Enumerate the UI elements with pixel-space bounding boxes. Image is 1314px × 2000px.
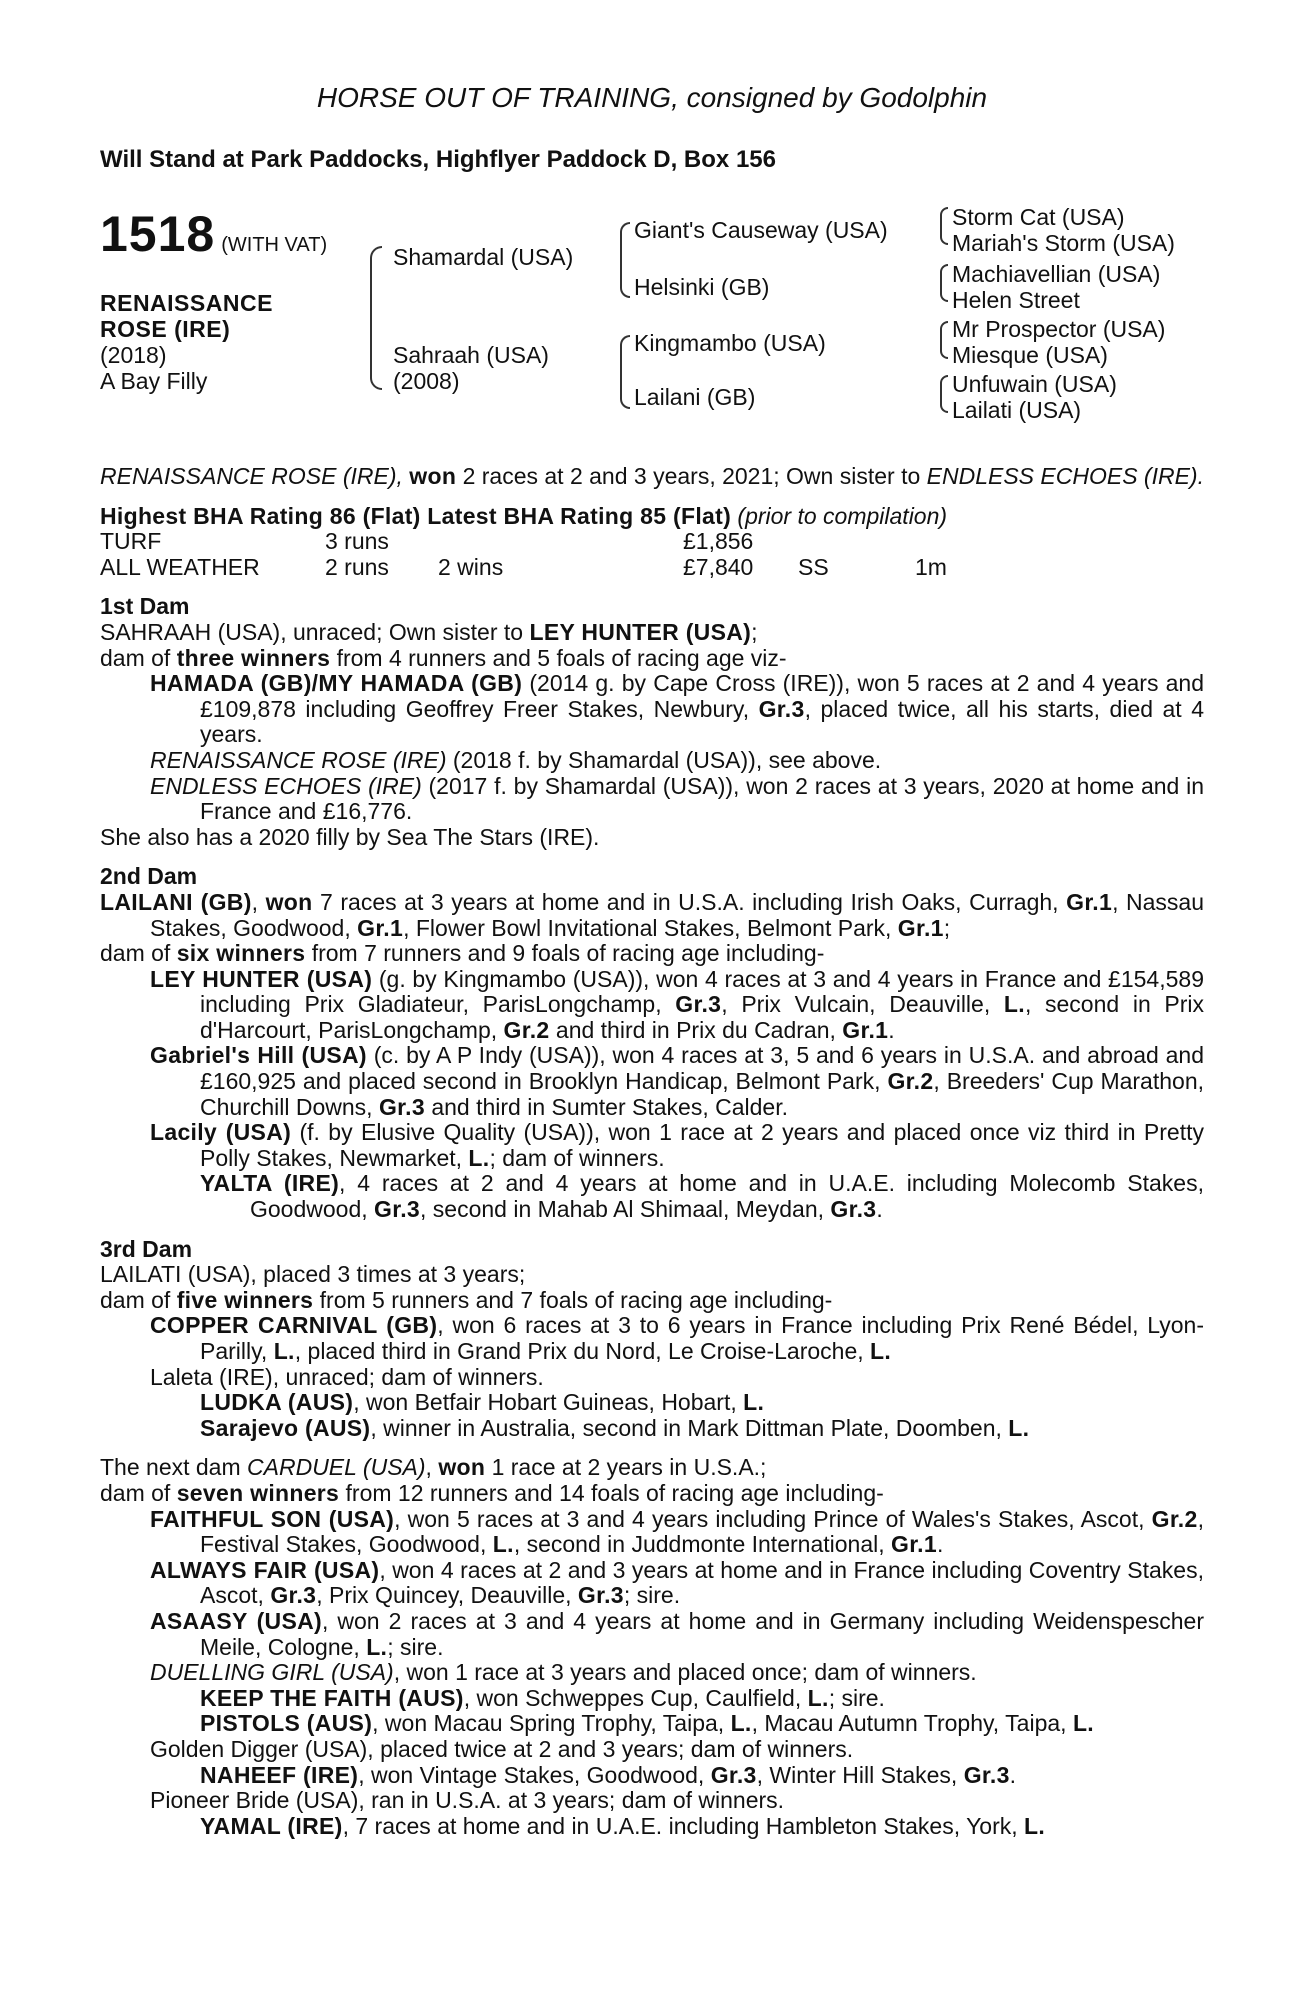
dam3-heading: 3rd Dam bbox=[100, 1235, 193, 1262]
pedigree-dam-dam: Lailani (GB) bbox=[634, 384, 756, 410]
list-item: COPPER CARNIVAL (GB), won 6 races at 3 to 6 years in France including Prix René Bédel, Lyon-Parilly, L., placed third in Grand Prix du Nord, Le Croise-Laroche, L. bbox=[150, 1312, 1204, 1364]
list-item: Sarajevo (AUS), winner in Australia, second in Mark Dittman Plate, Doomben, L. bbox=[200, 1414, 1030, 1441]
pedigree-brace-sd bbox=[940, 264, 948, 302]
pedigree-brace-dd bbox=[940, 375, 948, 413]
list-item: Pioneer Bride (USA), ran in U.S.A. at 3 years; dam of winners. bbox=[150, 1787, 785, 1814]
vat-note: (WITH VAT) bbox=[221, 234, 328, 256]
list-item: KEEP THE FAITH (AUS), won Schweppes Cup, Caulfield, L.; sire. bbox=[200, 1684, 885, 1711]
pedigree-dsd: Miesque (USA) bbox=[952, 342, 1108, 368]
list-item: Golden Digger (USA), placed twice at 2 and 3 years; dam of winners. bbox=[150, 1735, 854, 1762]
summary-paragraph: RENAISSANCE ROSE (IRE), won 2 races at 2 and 3 years, 2021; Own sister to ENDLESS ECHOES (IRE). bbox=[100, 463, 1204, 489]
list-item: FAITHFUL SON (USA), won 5 races at 3 and 4 years including Prince of Wales's Stakes, Ascot, Gr.2, Festival Stakes, Goodwood, L., second in Juddmonte International, Gr.1. bbox=[150, 1505, 1204, 1558]
pedigree-brace-sire bbox=[620, 222, 630, 298]
list-item: RENAISSANCE ROSE (IRE) (2018 f. by Shamardal (USA)), see above. bbox=[150, 746, 882, 773]
pedigree-brace-dam bbox=[620, 335, 630, 409]
list-item: DUELLING GIRL (USA), won 1 race at 3 years and placed once; dam of winners. bbox=[150, 1659, 977, 1686]
list-item: Laleta (IRE), unraced; dam of winners. bbox=[150, 1363, 544, 1390]
table-row: ALL WEATHER 2 runs 2 wins £7,840 SS 1m bbox=[100, 553, 947, 580]
pedigree-dam-year: (2008) bbox=[393, 368, 460, 394]
horse-description: A Bay Filly bbox=[100, 368, 208, 394]
lot-number: 1518 bbox=[100, 206, 216, 262]
list-item: ALWAYS FAIR (USA), won 4 races at 2 and 3 years at home and in France including Coventry Stakes, Ascot, Gr.3, Prix Quincey, Deauville, Gr.3; sire. bbox=[150, 1556, 1204, 1609]
pedigree-sds: Machiavellian (USA) bbox=[952, 261, 1161, 287]
pedigree-dam: Sahraah (USA) bbox=[393, 342, 549, 368]
list-item: NAHEEF (IRE), won Vintage Stakes, Goodwood, Gr.3, Winter Hill Stakes, Gr.3. bbox=[200, 1761, 1017, 1788]
page-title: HORSE OUT OF TRAINING, consigned by Godolphin bbox=[316, 82, 988, 113]
pedigree-sire-sire: Giant's Causeway (USA) bbox=[634, 217, 888, 243]
horse-name-line2: ROSE (IRE) bbox=[100, 316, 231, 342]
pedigree-brace-main bbox=[370, 246, 382, 390]
list-item: LUDKA (AUS), won Betfair Hobart Guineas, Hobart, L. bbox=[200, 1389, 765, 1416]
pedigree-brace-ss bbox=[940, 207, 948, 245]
list-item: ASAASY (USA), won 2 races at 3 and 4 years at home and in Germany including Weidenspescher Meile, Cologne, L.; sire. bbox=[150, 1607, 1204, 1660]
list-item: YAMAL (IRE), 7 races at home and in U.A.E. including Hambleton Stakes, York, L. bbox=[200, 1812, 1046, 1839]
table-row: TURF 3 runs £1,856 bbox=[100, 528, 754, 555]
list-item: Gabriel's Hill (USA) (c. by A P Indy (USA)), won 4 races at 3, 5 and 6 years in U.S.A. and abroad and £160,925 and placed second in Brooklyn Handicap, Belmont Park, Gr.2, Breeders' Cup Marathon, Churchill Downs, Gr.3 and third in Sumter Stakes, Calder. bbox=[150, 1042, 1205, 1120]
rating-heading: Highest BHA Rating 86 (Flat) Latest BHA Rating 85 (Flat) (prior to compilation) bbox=[100, 502, 948, 529]
horse-year: (2018) bbox=[100, 342, 167, 368]
rating-table bbox=[100, 529, 947, 580]
list-item: PISTOLS (AUS), won Macau Spring Trophy, Taipa, L., Macau Autumn Trophy, Taipa, L. bbox=[200, 1710, 1094, 1737]
pedigree-sire-dam: Helsinki (GB) bbox=[634, 274, 770, 300]
horse-info bbox=[100, 290, 273, 394]
horse-name-line1: RENAISSANCE bbox=[100, 290, 273, 316]
pedigree-dss: Mr Prospector (USA) bbox=[952, 316, 1166, 342]
list-item: ENDLESS ECHOES (IRE) (2017 f. by Shamardal (USA)), won 2 races at 3 years, 2020 at home and in France and £16,776. bbox=[150, 772, 1204, 825]
list-item: Lacily (USA) (f. by Elusive Quality (USA)), won 1 race at 2 years and placed once viz third in Pretty Polly Stakes, Newmarket, L.; dam of winners. bbox=[150, 1119, 1204, 1171]
dam2-heading: 2nd Dam bbox=[100, 863, 198, 890]
pedigree-ssd: Mariah's Storm (USA) bbox=[952, 230, 1175, 256]
race-record-body: RENAISSANCE ROSE (IRE), won 2 races at 2 and 3 years, 2021; Own sister to ENDLESS ECHOES (IRE). Highest BHA Rating 86 (Flat) Latest BHA Rating 85 (Flat) (prior to compilation) TURF 3 runs £1,856 ALL WEATHER 2 runs 2 wins £7,840 SS 1m 1st Dam SAHRAAH (USA), unraced; Own sister to LEY HUNTER (USA); dam of three winners from 4 runners and 5 foals of racing age viz- HAMADA (GB)/MY HAMADA (GB) (2014 g. by Cape Cross (IRE)), won 5 races at 2 and 4 years and £109,878 including Geoffrey Freer Stakes, Newbury, Gr.3, placed twice, all his starts, died at 4 years. RENAISSANCE ROSE (IRE) (2018 f. by Shamardal (USA)), see above. ENDLESS ECHOES (IRE) (2017 f. by Shamardal (USA)), won 2 races at 3 years, 2020 at home and in France and £16,776. She also has a 2020 filly by Sea The Stars (IRE). 2nd Dam LAILANI (GB), won 7 races at 3 years at home and in U.S.A. including Irish Oaks, Curragh, Gr.1, Nassau Stakes, Goodwood, Gr.1, Flower Bowl Invitational Stakes, Belmont Park, Gr.1; dam of six winners from 7 runners and 9 foals of racing age including- LEY HUNTER (USA) (g. by Kingmambo (USA)), won 4 races at 3 and 4 years in France and £154,589 including Prix Gladiateur, ParisLongchamp, Gr.3, Prix Vulcain, Deauville, L., second in Prix d'Harcourt, ParisLongchamp, Gr.2 and third in Prix du Cadran, Gr.1. Gabriel's Hill (USA) (c. by A P Indy (USA)), won 4 races at 3, 5 and 6 years in U.S.A. and abroad and £160,925 and placed second in Brooklyn Handicap, Belmont Park, Gr.2, Breeders' Cup Marathon, Churchill Downs, Gr.3 and third in Sumter Stakes, Calder. Lacily (USA) (f. by Elusive Quality (USA)), won 1 race at 2 years and placed once viz third in Pretty Polly Stakes, Newmarket, L.; dam of winners. YALTA (IRE), 4 races at 2 and 4 years at home and in U.A.E. including Molecomb Stakes, Goodwood, Gr.3, second in Mahab Al Shimaal, Meydan, Gr.3. 3rd Dam LAILATI (USA), placed 3 times at 3 years; dam of five winners from 5 runners and 7 foals of racing age including- COPPER CARNIVAL (GB), won 6 races at 3 to 6 years in France including Prix René Bédel, Lyon-Parilly, L., placed third in Grand Prix du Nord, Le Croise-Laroche, L. Laleta (IRE), unraced; dam of winners. LUDKA (AUS), won Betfair Hobart Guineas, Hobart, L. Sarajevo (AUS), winner in Australia, second in Mark Dittman Plate, Doomben, L. The next dam CARDUEL (USA), won 1 race at 2 years in U.S.A.; dam of seven winners from 12 runners and 14 foals of racing age including- FAITHFUL SON (USA), won 5 races at 3 and 4 years including Prince of Wales's Stakes, Ascot, Gr.2, Festival Stakes, Goodwood, L., second in Juddmonte International, Gr.1. ALWAYS FAIR (USA), won 4 races at 2 and 3 years at home and in France including Coventry Stakes, Ascot, Gr.3, Prix Quincey, Deauville, Gr.3; sire. ASAASY (USA), won 2 races at 3 and 4 years at home and in Germany including Weidenspescher Meile, Cologne, L.; sire. DUELLING GIRL (USA), won 1 race at 3 years and placed once; dam of winners. KEEP THE FAITH (AUS), won Schweppes Cup, Caulfield, L.; sire. PISTOLS (AUS), won Macau Spring Trophy, Taipa, L., Macau Autumn Trophy, Taipa, L. Golden Digger (USA), placed twice at 2 and 3 years; dam of winners. NAHEEF (IRE), won Vintage Stakes, Goodwood, Gr.3, Winter Hill Stakes, Gr.3. Pioneer Bride (USA), ran in U.S.A. at 3 years; dam of winners. YAMAL (IRE), 7 races at home and in U.A.E. including Hambleton Stakes, York, L. bbox=[100, 463, 1205, 1839]
pedigree-brace-ds bbox=[940, 321, 948, 359]
next-dam-line: The next dam CARDUEL (USA), won 1 race at 2 years in U.S.A.; bbox=[100, 1454, 767, 1481]
list-item: HAMADA (GB)/MY HAMADA (GB) (2014 g. by Cape Cross (IRE)), won 5 races at 2 and 4 years and £109,878 including Geoffrey Freer Stakes, Newbury, Gr.3, placed twice, all his starts, died at 4 years. bbox=[150, 670, 1205, 748]
pedigree-ddd: Lailati (USA) bbox=[952, 397, 1082, 423]
dam1-heading: 1st Dam bbox=[100, 593, 190, 620]
pedigree-sire: Shamardal (USA) bbox=[393, 244, 574, 270]
pedigree-sss: Storm Cat (USA) bbox=[952, 204, 1125, 230]
stand-location: Will Stand at Park Paddocks, Highflyer Paddock D, Box 156 bbox=[100, 146, 776, 173]
list-item: She also has a 2020 filly by Sea The Stars (IRE). bbox=[100, 823, 600, 850]
pedigree-sdd: Helen Street bbox=[952, 287, 1080, 313]
lot-number-block bbox=[100, 205, 327, 263]
pedigree-dam-sire: Kingmambo (USA) bbox=[634, 330, 826, 356]
list-item: LEY HUNTER (USA) (g. by Kingmambo (USA)), won 4 races at 3 and 4 years in France and £154,589 including Prix Gladiateur, ParisLongchamp, Gr.3, Prix Vulcain, Deauville, L., second in Prix d'Harcourt, ParisLongchamp, Gr.2 and third in Prix du Cadran, Gr.1. bbox=[150, 965, 1205, 1043]
pedigree-dds: Unfuwain (USA) bbox=[952, 371, 1117, 397]
list-item: YALTA (IRE), 4 races at 2 and 4 years at home and in U.A.E. including Molecomb Stakes, Goodwood, Gr.3, second in Mahab Al Shimaal, Meydan, Gr.3. bbox=[200, 1170, 1204, 1223]
